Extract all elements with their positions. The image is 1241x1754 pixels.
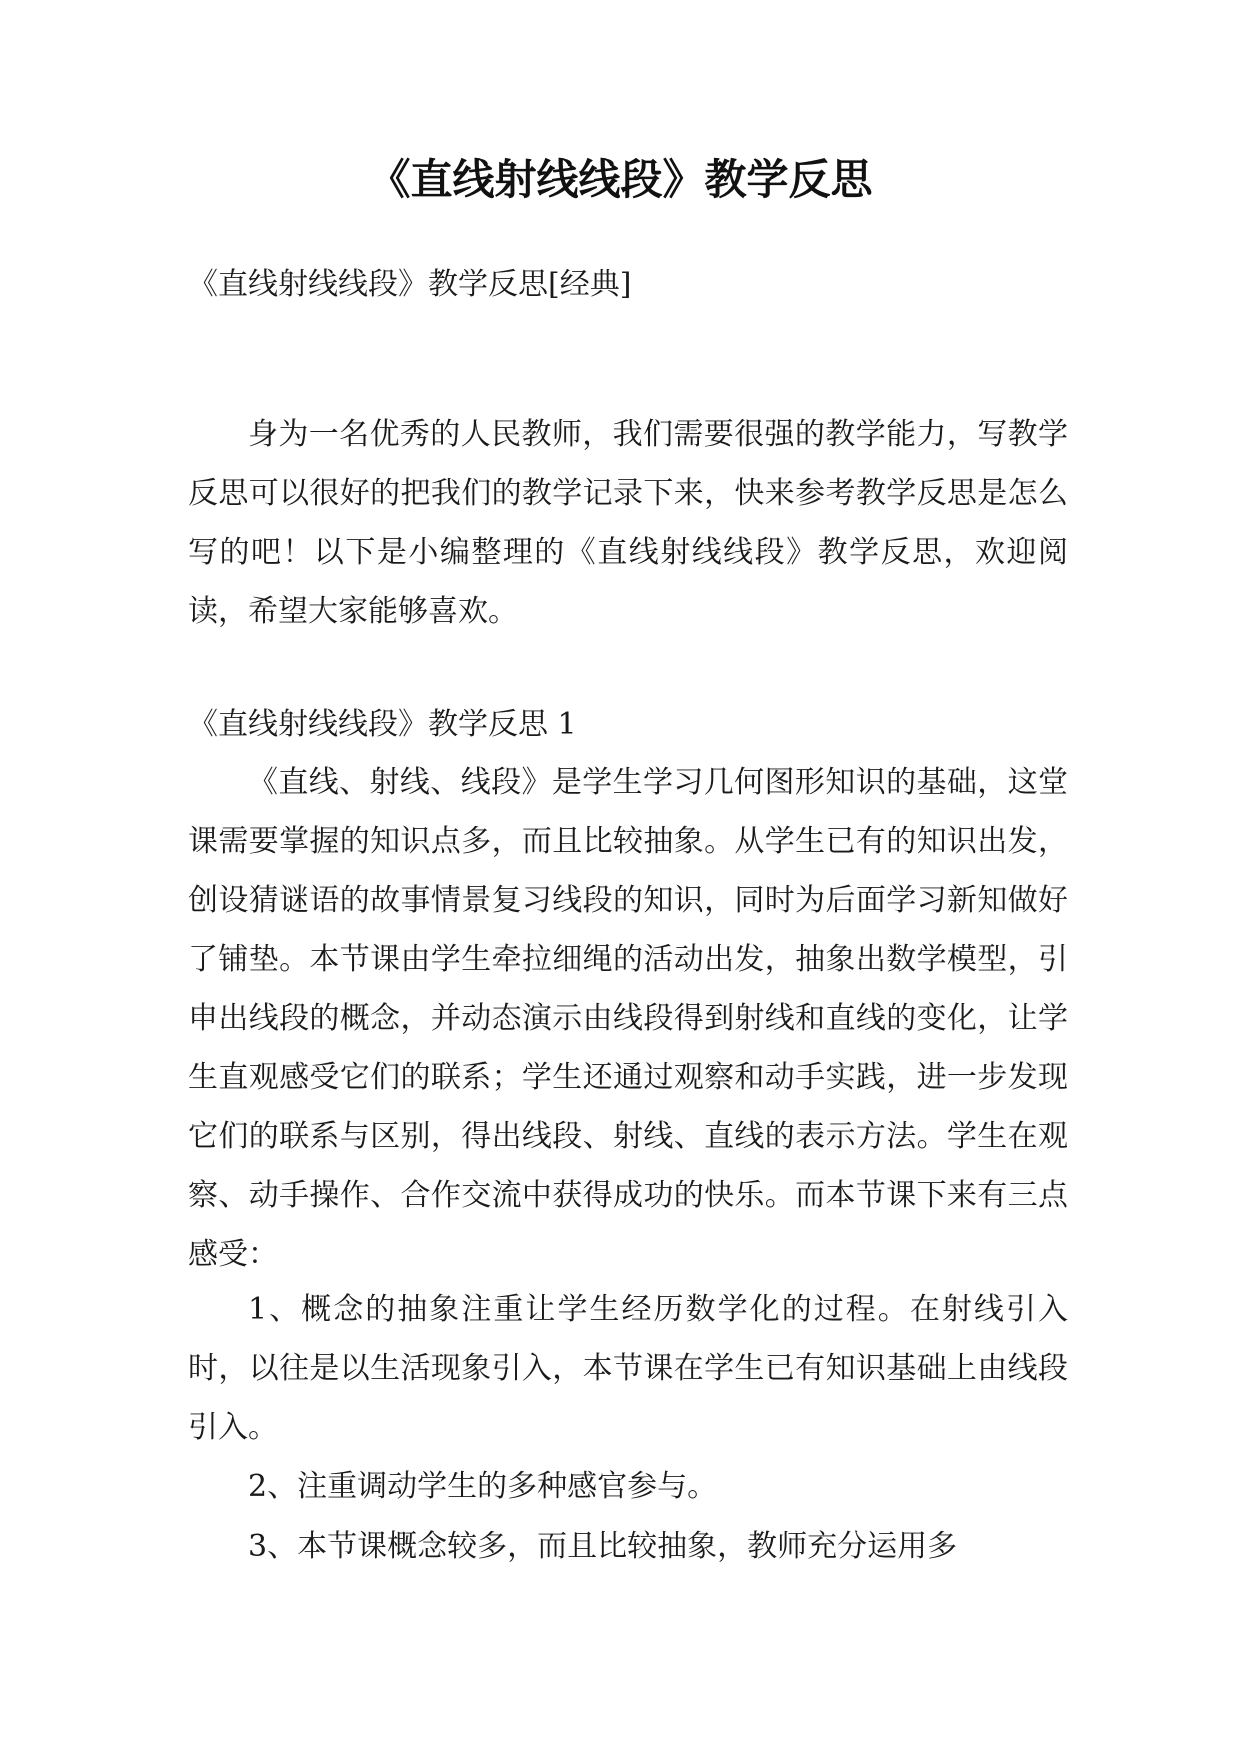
document-subtitle: 《直线射线线段》教学反思[经典] [188, 267, 632, 302]
body-paragraph-2: 1、概念的抽象注重让学生经历数学化的过程。在射线引入时，以往是以生活现象引入，本节课在学生已有知识基础上由线段引入。 [188, 1292, 1068, 1445]
body-paragraph-3: 2、注重调动学生的多种感官参与。 [248, 1469, 718, 1504]
intro-paragraph: 身为一名优秀的人民教师，我们需要很强的教学能力，写教学反思可以很好的把我们的教学记录下来，快来参考教学反思是怎么写的吧！以下是小编整理的《直线射线线段》教学反思，欢迎阅读，希望大家能够喜欢。 [188, 417, 1068, 629]
body-paragraph-1: 《直线、射线、线段》是学生学习几何图形知识的基础，这堂课需要掌握的知识点多，而且比较抽象。从学生已有的知识出发，创设猜谜语的故事情景复习线段的知识，同时为后面学习新知做好了铺垫。本节课由学生牵拉细绳的活动出发，抽象出数学模型，引申出线段的概念，并动态演示由线段得到射线和直线的变化，让学生直观感受它们的联系；学生还通过观察和动手实践，进一步发现它们的联系与区别，得出线段、射线、直线的表示方法。学生在观察、动手操作、合作交流中获得成功的快乐。而本节课下来有三点感受： [188, 765, 1068, 1272]
section-heading: 《直线射线线段》教学反思 1 [188, 707, 577, 742]
body-paragraph-4: 3、本节课概念较多，而且比较抽象，教师充分运用多 [248, 1529, 958, 1564]
document-title: 《直线射线线段》教学反思 [368, 155, 873, 204]
